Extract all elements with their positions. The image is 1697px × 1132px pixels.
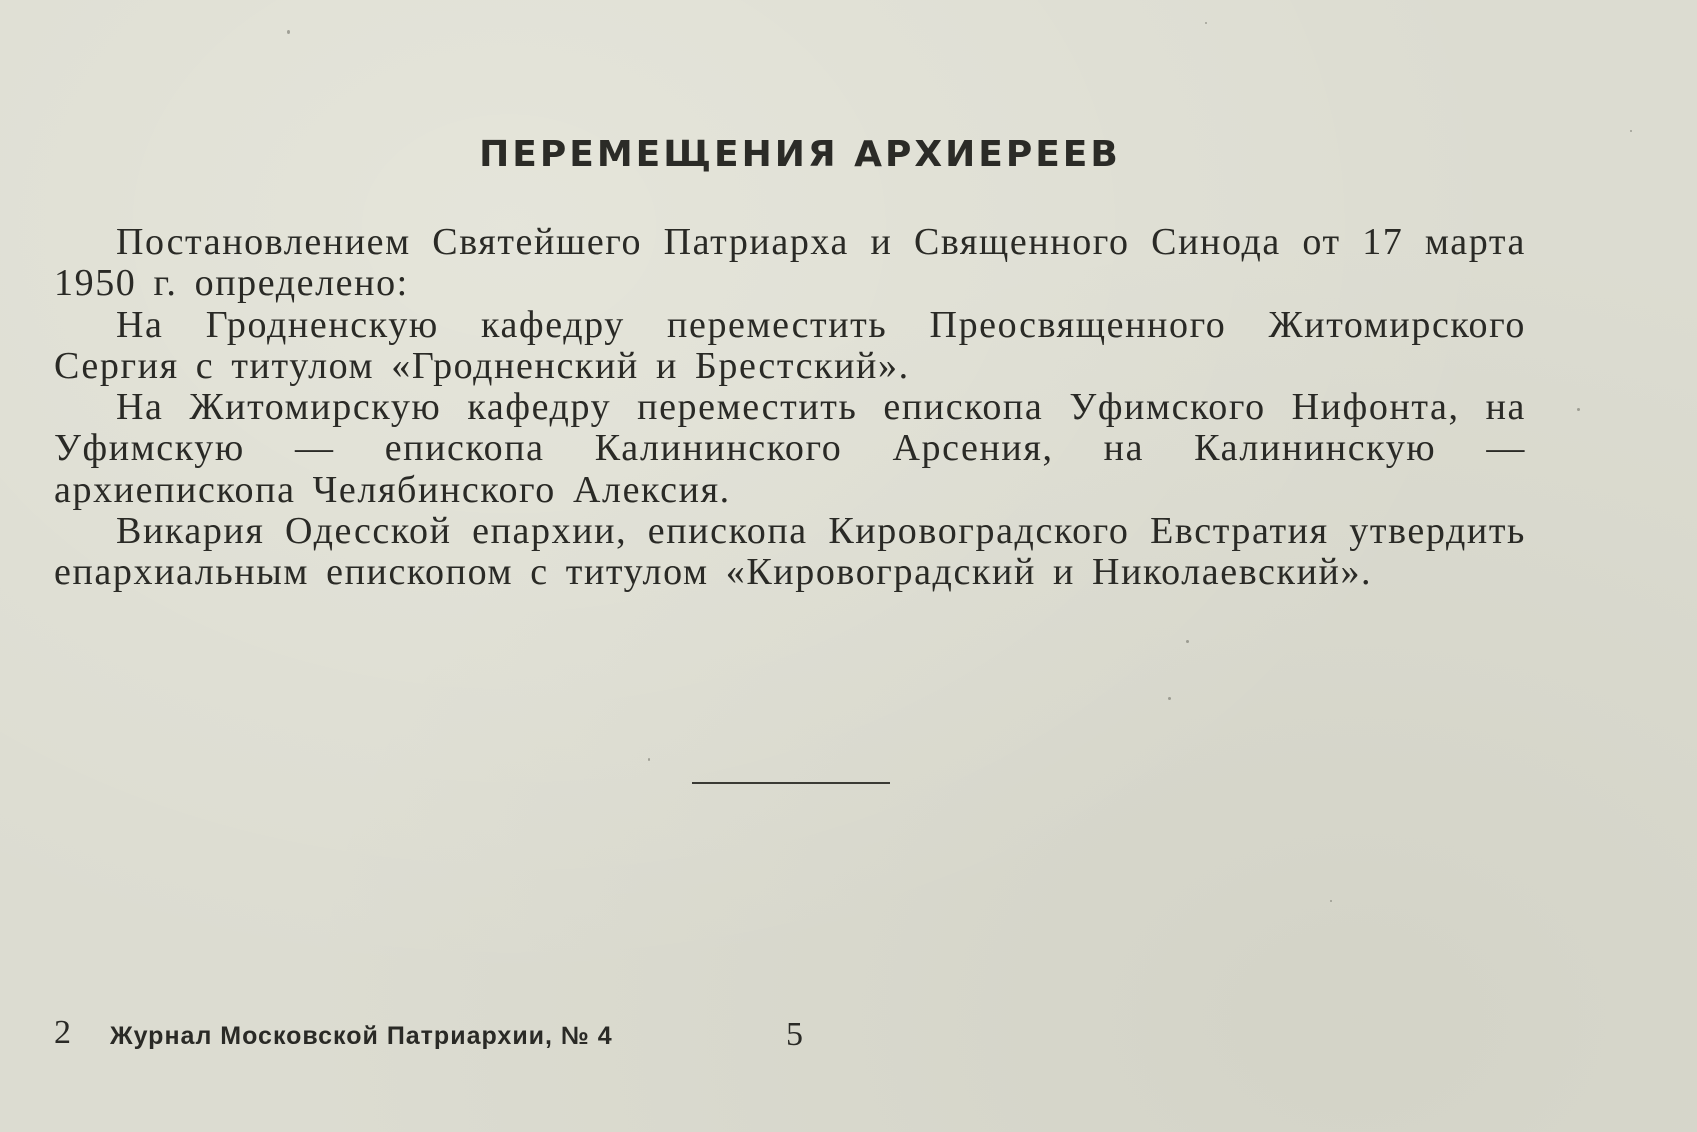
paragraph-kirovograd: Викария Одесской епархии, епископа Кировоградского Евстратия утвердить епархиальным епископом с титулом «Кировоградский и Николаевский».	[54, 510, 1526, 594]
page-title: ПЕРЕМЕЩЕНИЯ АРХИЕРЕЕВ	[479, 134, 1121, 175]
paragraph-decree: Постановлением Святейшего Патриарха и Священного Синода от 17 марта 1950 г. определено:	[54, 221, 1526, 305]
page-footer	[0, 1014, 1697, 1054]
signature-number: 2	[54, 1014, 71, 1051]
journal-name: Журнал Московской Патриархии, № 4	[110, 1022, 613, 1050]
paper-speck	[1577, 408, 1580, 411]
paragraph-zhitomir: На Житомирскую кафедру переместить епископа Уфимского Нифонта, на Уфимскую — епископа Калининского Арсения, на Калининскую — архиепископа Челябинского Алексия.	[54, 386, 1526, 511]
paper-speck	[287, 30, 290, 34]
paragraph-grodno: На Гродненскую кафедру переместить Преосвященного Житомирского Сергия с титулом «Гродненский и Брестский».	[54, 303, 1526, 387]
body-text	[54, 222, 1526, 594]
paper-speck	[648, 758, 650, 761]
paper-speck	[1330, 900, 1332, 902]
paper-speck	[1630, 130, 1632, 132]
section-divider	[692, 782, 890, 784]
paper-speck	[1168, 697, 1171, 700]
paper-speck	[1205, 22, 1207, 24]
paper-speck	[1186, 640, 1189, 643]
page-number: 5	[786, 1016, 803, 1053]
